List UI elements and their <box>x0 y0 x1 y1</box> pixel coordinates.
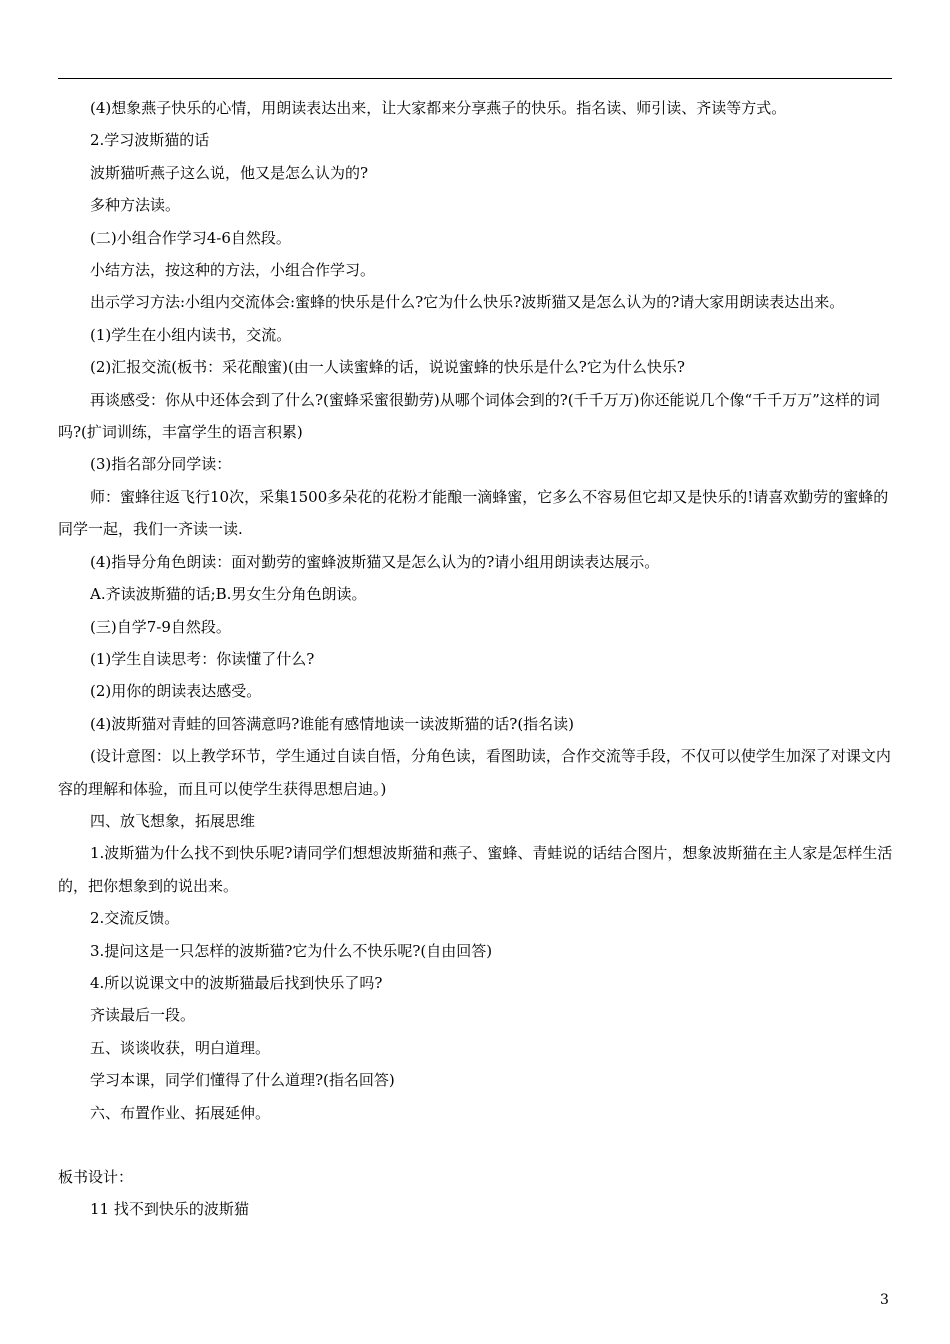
paragraph: (3)指名部分同学读： <box>90 455 232 474</box>
paragraph: (4)波斯猫对青蛙的回答满意吗?谁能有感情地读一读波斯猫的话?(指名读) <box>90 714 575 733</box>
paragraph: 1.波斯猫为什么找不到快乐呢?请同学们想想波斯猫和燕子、蜜蜂、青蛙说的话结合图片，想象波斯猫在主人家是怎样生活的，把你想象到的说出来。 <box>58 844 893 895</box>
paragraph: 师：蜜蜂往返飞行10次，采集1500多朵花的花粉才能酿一滴蜂蜜，它多么不容易但它却又是快乐的!请喜欢勤劳的蜜蜂的同学一起，我们一齐读一读. <box>58 487 889 539</box>
paragraph: (1)学生在小组内读书，交流。 <box>90 325 292 344</box>
paragraph: (2)用你的朗读表达感受。 <box>90 682 262 701</box>
section-heading: 六、布置作业、拓展延伸。 <box>90 1103 271 1122</box>
page-number: 3 <box>880 1292 889 1308</box>
paragraph: (2)汇报交流(板书：采花酿蜜)(由一人读蜜蜂的话，说说蜜蜂的快乐是什么?它为什么快乐? <box>90 358 685 377</box>
document-body <box>58 92 894 1226</box>
board-design-heading: 板书设计： <box>58 1168 134 1186</box>
paragraph: (4)指导分角色朗读：面对勤劳的蜜蜂波斯猫又是怎么认为的?请小组用朗读表达展示。 <box>90 552 660 571</box>
header-rule <box>58 78 892 79</box>
blank-line <box>58 1129 894 1161</box>
paragraph: (1)学生自读思考：你读懂了什么? <box>90 649 315 668</box>
board-design-title: 11 找不到快乐的波斯猫 <box>90 1200 249 1219</box>
paragraph: 多种方法读。 <box>90 196 181 215</box>
section-heading: (二)小组合作学习4-6自然段。 <box>90 228 291 247</box>
paragraph: 学习本课，同学们懂得了什么道理?(指名回答) <box>90 1071 395 1090</box>
paragraph: 出示学习方法:小组内交流体会:蜜蜂的快乐是什么?它为什么快乐?波斯猫又是怎么认为的?请大家用朗读表达出来。 <box>90 293 845 312</box>
paragraph: 波斯猫听燕子这么说，他又是怎么认为的? <box>90 163 369 182</box>
section-heading: 五、谈谈收获，明白道理。 <box>90 1038 271 1057</box>
paragraph: 3.提问这是一只怎样的波斯猫?它为什么不快乐呢?(自由回答) <box>90 941 493 960</box>
paragraph: 2.交流反馈。 <box>90 909 180 928</box>
design-intent-note: (设计意图：以上教学环节，学生通过自读自悟，分角色读，看图助读，合作交流等手段，不仅可以使学生加深了对课文内容的理解和体验，而且可以使学生获得思想启迪。) <box>58 747 891 798</box>
paragraph: A.齐读波斯猫的话;B.男女生分角色朗读。 <box>90 585 367 604</box>
paragraph: 4.所以说课文中的波斯猫最后找到快乐了吗? <box>90 973 383 992</box>
paragraph: 小结方法，按这种的方法，小组合作学习。 <box>90 261 376 280</box>
paragraph: (4)想象燕子快乐的心情，用朗读表达出来，让大家都来分享燕子的快乐。指名读、师引读、齐读等方式。 <box>90 99 787 117</box>
paragraph: 齐读最后一段。 <box>90 1006 196 1025</box>
section-heading: 2.学习波斯猫的话 <box>90 131 210 150</box>
section-heading: 四、放飞想象，拓展思维 <box>90 811 256 830</box>
paragraph: 再谈感受：你从中还体会到了什么?(蜜蜂采蜜很勤劳)从哪个词体会到的?(千千万万)你还能说几个像“千千万万”这样的词吗?(扩词训练，丰富学生的语言积累) <box>58 390 880 442</box>
section-heading: (三)自学7-9自然段。 <box>90 617 231 636</box>
